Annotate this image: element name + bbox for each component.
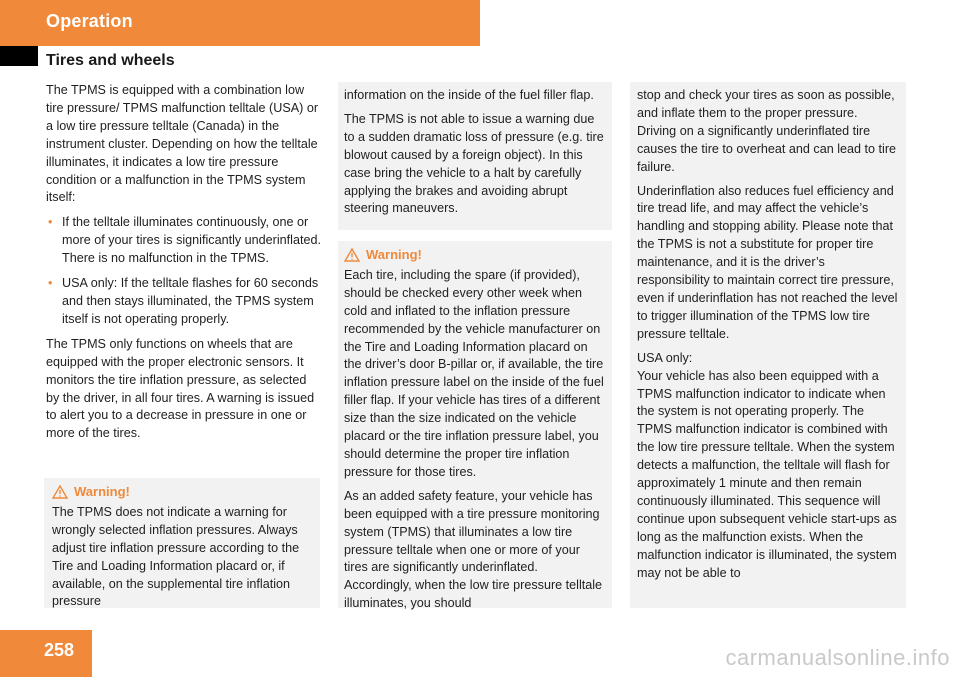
- warning-label: Warning!: [366, 247, 422, 262]
- warning-box-2: [338, 241, 612, 611]
- page-number-box: [0, 630, 92, 677]
- warning-box-1: [44, 478, 320, 608]
- header-bar: [0, 0, 480, 46]
- usa-only-heading: USA only:: [637, 350, 693, 365]
- page-number: 258: [44, 640, 75, 660]
- column-1: [46, 82, 322, 450]
- warning-continuation-box: [630, 82, 906, 608]
- page-subtitle: Tires and wheels: [46, 52, 175, 69]
- check-tires-paragraph: Each tire, including the spare (if provided), should be checked every other week when cold and inflated to the inflation pressure recommended by the vehicle manufacturer on the Tire and Loading Information placard on the driver’s door B-pillar or, if available, the tire inflation pressure label on the inside of the fuel filler flap. If your vehicle has tires of a different size than the size indicated on the vehicle placard or the tire inflation pressure label, you should determine the proper tire inflation pressure for those tires.: [344, 267, 604, 479]
- warning-label: Warning!: [74, 484, 130, 499]
- malfunction-paragraph: Your vehicle has also been equipped with a TPMS malfunction indicator to indicate when the system is not operating properly. The TPMS malfunction indicator is combined with the low tire pressure telltale. When the system detects a malfunction, the telltale will flash for approximately 1 minute and then remain continuously illuminated. This sequence will continue upon subsequent vehicle start-ups as long as the malfunction exists. When the malfunction indicator is illuminated, the system may not be able to: [637, 368, 897, 580]
- fuel-flap-paragraph: information on the inside of the fuel filler flap.: [344, 88, 594, 102]
- list-item: • USA only: If the telltale flashes for 60 seconds and then stays illuminated, the TPMS system itself is not operating properly.: [46, 275, 322, 329]
- sensor-paragraph: The TPMS only functions on wheels that are equipped with the proper electronic sensors. It monitors the tire inflation pressure, as selected by the driver, in all four tires. A warning is issued to alert you to a decrease in pressure in one or more of the tires.: [46, 336, 315, 441]
- intro-paragraph: The TPMS is equipped with a combination low tire pressure/ TPMS malfunction telltale (USA) or a low tire pressure telltale (Canada) in the instrument cluster. Depending on how the telltale illuminates, it indicates a low tire pressure condition or a malfunction in the TPMS system itself:: [46, 83, 319, 205]
- sudden-loss-paragraph: The TPMS is not able to issue a warning due to a sudden dramatic loss of pressure (e.g. tire blowout caused by a foreign object). In this case bring the vehicle to a halt by carefully applying the brakes and avoiding abrupt steering maneuvers.: [344, 111, 604, 216]
- list-item: • If the telltale illuminates continuously, one or more of your tires is significantly underinflated. There is no malfunction in the TPMS.: [46, 214, 322, 268]
- warning-triangle-icon: [52, 485, 68, 499]
- stop-check-paragraph: stop and check your tires as soon as possible, and inflate them to the proper pressure. Driving on a significantly underinflated tire causes the tire to overheat and can lead to tire failure.: [637, 88, 897, 174]
- section-marker: [0, 46, 38, 66]
- info-box: [338, 82, 612, 230]
- bullet-icon: •: [48, 215, 53, 230]
- warning-triangle-icon: [344, 248, 360, 262]
- safety-feature-paragraph: As an added safety feature, your vehicle has been equipped with a tire pressure monitoring system (TPMS) that illuminates a low tire pressure telltale when one or more of your tires are significantly underinflated. Accordingly, when the low tire pressure telltale illuminates, you should: [344, 488, 603, 611]
- bullet-icon: •: [48, 276, 53, 291]
- section-title: Operation: [46, 11, 133, 31]
- warning-text: The TPMS does not indicate a warning for wrongly selected inflation pressures. Always adjust tire inflation pressure according to the Tire and Loading Information placard or, if available, on the supplemental tire inflation pressure: [52, 504, 300, 609]
- watermark: carmanualsonline.info: [725, 645, 950, 670]
- underinflation-paragraph: Underinflation also reduces fuel efficiency and tire tread life, and may affect the vehicle’s handling and stopping ability. Please note that the TPMS is not a substitute for proper tire maintenance, and it is the driver’s responsibility to maintain correct tire pressure, even if underinflation has not reached the level to trigger illumination of the TPMS low tire pressure telltale.: [637, 183, 898, 341]
